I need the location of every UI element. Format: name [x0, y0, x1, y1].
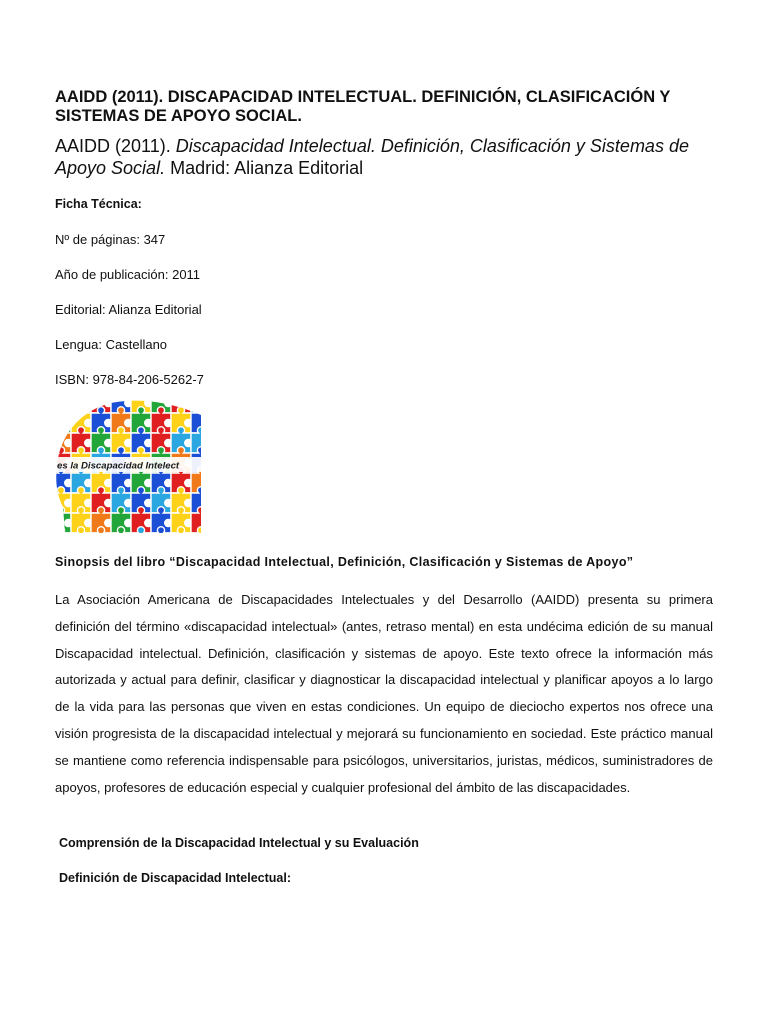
spec-year: Año de publicación: 2011 [55, 267, 201, 282]
spec-publisher: Editorial: Alianza Editorial [55, 302, 202, 317]
document-title: AAIDD (2011). DISCAPACIDAD INTELECTUAL. DEFINICIÓN, CLASIFICACIÓN Y SISTEMAS DE APOYO SOCIAL. [55, 88, 671, 125]
spec-isbn: ISBN: 978-84-206-5262-7 [55, 372, 204, 387]
synopsis-title: Sinopsis del libro “Discapacidad Intelectual, Definición, Clasificación y Sistemas de Apoyo” [55, 555, 634, 569]
synopsis-body: La Asociación Americana de Discapacidades Intelectuales y del Desarrollo (AAIDD) presenta su primera definición del término «discapacidad intelectual» (antes, retraso mental) en esta undécima edición de su manual Discapacidad intelectual. Definición, clasificación y sistemas de apoyo. Este texto ofrece la información más autorizada y actual para definir, clasificar y diagnosticar la discapacidad intelectual y planificar apoyos a lo largo de la vida para las personas que viven en estas condiciones. Un equipo de dieciocho expertos nos ofrece una visión progresista de la discapacidad intelectual y mejorará su funcionamiento en sociedad. Este práctico manual se mantiene como referencia indispensable para psicólogos, universitarios, juristas, médicos, suministradores de apoyos, profesores de educación especial y cualquier profesional del ámbito de las discapacidades. [55, 592, 713, 795]
section-heading-definicion: Definición de Discapacidad Intelectual: [59, 871, 292, 885]
citation-book-title: Discapacidad Intelectual. Definición, Clasificación y Sistemas de Apoyo Social. [55, 136, 689, 178]
book-cover-image [55, 397, 201, 533]
citation [55, 135, 713, 179]
ficha-tecnica-label: Ficha Técnica: [55, 197, 142, 211]
cover-overlay-text: es la Discapacidad Intelect [57, 460, 180, 472]
citation-author-year: AAIDD (2011). [55, 136, 176, 156]
spec-pages: Nº de páginas: 347 [55, 232, 166, 247]
spec-language: Lengua: Castellano [55, 337, 168, 352]
section-heading-comprension: Comprensión de la Discapacidad Intelectual y su Evaluación [59, 836, 419, 850]
citation-publisher: Madrid: Alianza Editorial [165, 158, 364, 178]
